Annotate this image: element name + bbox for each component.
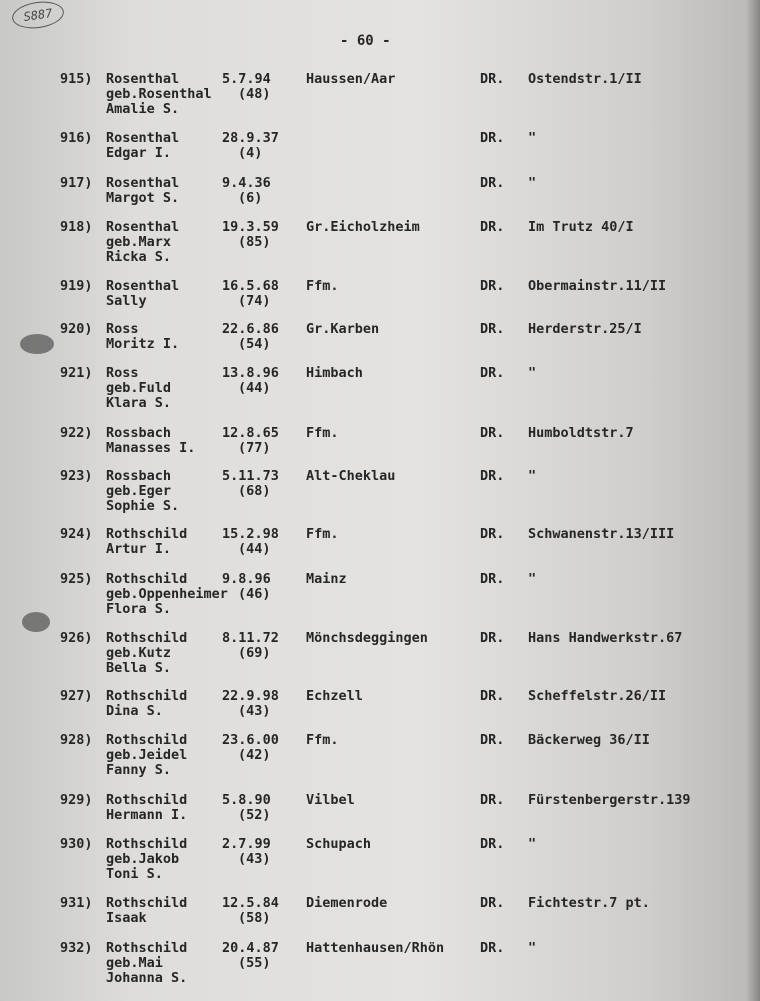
- entry-number: 931): [60, 895, 93, 911]
- birthplace: Himbach: [306, 365, 363, 381]
- birth-date: 5.8.90: [222, 792, 271, 808]
- birth-date: 22.6.86: [222, 321, 279, 337]
- age: (77): [238, 440, 271, 456]
- person-name-line: Rothschild: [106, 792, 188, 808]
- address: Im Trutz 40/I: [528, 219, 634, 235]
- dr-marker: DR.: [480, 365, 505, 381]
- entry-row: [0, 837, 760, 887]
- birthplace: Gr.Karben: [306, 321, 380, 337]
- person-name-line: Sophie S.: [106, 498, 180, 514]
- address: Ostendstr.1/II: [528, 71, 642, 87]
- entry-number: 917): [60, 175, 93, 191]
- person-name-line: Rosenthal: [106, 219, 180, 235]
- birth-date: 15.2.98: [222, 526, 279, 542]
- entry-number: 925): [60, 571, 93, 587]
- entry-number: 918): [60, 219, 93, 235]
- age: (52): [238, 807, 271, 823]
- birth-date: 13.8.96: [222, 365, 279, 381]
- entry-number: 916): [60, 130, 93, 146]
- address: Humboldtstr.7: [528, 425, 634, 441]
- age: (74): [238, 293, 271, 309]
- person-name-line: Dina S.: [106, 703, 163, 719]
- person-name-line: Rothschild: [106, 895, 188, 911]
- address: Fichtestr.7 pt.: [528, 895, 650, 911]
- person-name-line: Rothschild: [106, 836, 188, 852]
- entry-number: 919): [60, 278, 93, 294]
- address: ": [528, 365, 537, 381]
- address: ": [528, 940, 537, 956]
- birthplace: Gr.Eicholzheim: [306, 219, 420, 235]
- entry-row: [0, 220, 760, 270]
- person-name-line: Ross: [106, 365, 139, 381]
- entry-row: [0, 366, 760, 416]
- dr-marker: DR.: [480, 526, 505, 542]
- entry-row: [0, 527, 760, 577]
- entry-row: [0, 572, 760, 622]
- age: (43): [238, 851, 271, 867]
- age: (43): [238, 703, 271, 719]
- person-name-line: Rossbach: [106, 468, 172, 484]
- entry-row: [0, 941, 760, 991]
- person-name-line: geb.Kutz: [106, 645, 172, 661]
- entry-row: [0, 131, 760, 181]
- entry-number: 924): [60, 526, 93, 542]
- birth-date: 19.3.59: [222, 219, 279, 235]
- birthplace: Echzell: [306, 688, 363, 704]
- person-name-line: Edgar I.: [106, 145, 172, 161]
- person-name-line: Rothschild: [106, 571, 188, 587]
- address: Bäckerweg 36/II: [528, 732, 650, 748]
- birthplace: Mönchsdeggingen: [306, 630, 428, 646]
- person-name-line: Rosenthal: [106, 71, 180, 87]
- dr-marker: DR.: [480, 836, 505, 852]
- age: (6): [238, 190, 263, 206]
- dr-marker: DR.: [480, 571, 505, 587]
- address: ": [528, 175, 537, 191]
- dr-marker: DR.: [480, 130, 505, 146]
- address: ": [528, 836, 537, 852]
- archive-stamp: S887: [10, 0, 65, 31]
- age: (85): [238, 234, 271, 250]
- person-name-line: Fanny S.: [106, 762, 172, 778]
- person-name-line: Toni S.: [106, 866, 163, 882]
- birthplace: Ffm.: [306, 278, 339, 294]
- birth-date: 20.4.87: [222, 940, 279, 956]
- address: Scheffelstr.26/II: [528, 688, 667, 704]
- person-name-line: Moritz I.: [106, 336, 180, 352]
- person-name-line: geb.Eger: [106, 483, 172, 499]
- person-name-line: Isaak: [106, 910, 147, 926]
- person-name-line: Rosenthal: [106, 175, 180, 191]
- entry-number: 930): [60, 836, 93, 852]
- birth-date: 22.9.98: [222, 688, 279, 704]
- person-name-line: Manasses I.: [106, 440, 196, 456]
- person-name-line: Rothschild: [106, 526, 188, 542]
- birth-date: 12.5.84: [222, 895, 279, 911]
- birthplace: Schupach: [306, 836, 372, 852]
- entry-row: [0, 896, 760, 946]
- birth-date: 16.5.68: [222, 278, 279, 294]
- address: Hans Handwerkstr.67: [528, 630, 683, 646]
- entry-row: [0, 733, 760, 783]
- person-name-line: geb.Jeidel: [106, 747, 188, 763]
- address: ": [528, 571, 537, 587]
- dr-marker: DR.: [480, 468, 505, 484]
- age: (55): [238, 955, 271, 971]
- person-name-line: Klara S.: [106, 395, 172, 411]
- person-name-line: Flora S.: [106, 601, 172, 617]
- dr-marker: DR.: [480, 219, 505, 235]
- address: ": [528, 468, 537, 484]
- age: (46): [238, 586, 271, 602]
- age: (42): [238, 747, 271, 763]
- age: (58): [238, 910, 271, 926]
- age: (54): [238, 336, 271, 352]
- birthplace: Hattenhausen/Rhön: [306, 940, 445, 956]
- person-name-line: Artur I.: [106, 541, 172, 557]
- entry-number: 915): [60, 71, 93, 87]
- person-name-line: Bella S.: [106, 660, 172, 676]
- dr-marker: DR.: [480, 630, 505, 646]
- person-name-line: geb.Oppenheimer: [106, 586, 228, 602]
- birthplace: Ffm.: [306, 732, 339, 748]
- person-name-line: Rothschild: [106, 688, 188, 704]
- birthplace: Alt-Cheklau: [306, 468, 396, 484]
- age: (44): [238, 380, 271, 396]
- birthplace: Diemenrode: [306, 895, 388, 911]
- person-name-line: geb.Mai: [106, 955, 163, 971]
- dr-marker: DR.: [480, 895, 505, 911]
- dr-marker: DR.: [480, 71, 505, 87]
- entry-row: [0, 469, 760, 519]
- birth-date: 9.4.36: [222, 175, 271, 191]
- entry-number: 922): [60, 425, 93, 441]
- birth-date: 8.11.72: [222, 630, 279, 646]
- age: (48): [238, 86, 271, 102]
- entry-number: 923): [60, 468, 93, 484]
- person-name-line: Rosenthal: [106, 278, 180, 294]
- age: (44): [238, 541, 271, 557]
- person-name-line: Amalie S.: [106, 101, 180, 117]
- entry-row: [0, 72, 760, 122]
- entry-number: 927): [60, 688, 93, 704]
- person-name-line: geb.Rosenthal: [106, 86, 212, 102]
- dr-marker: DR.: [480, 425, 505, 441]
- age: (69): [238, 645, 271, 661]
- person-name-line: Johanna S.: [106, 970, 188, 986]
- dr-marker: DR.: [480, 278, 505, 294]
- person-name-line: Rothschild: [106, 732, 188, 748]
- person-name-line: Ricka S.: [106, 249, 172, 265]
- entry-number: 932): [60, 940, 93, 956]
- age: (4): [238, 145, 263, 161]
- dr-marker: DR.: [480, 321, 505, 337]
- person-name-line: geb.Fuld: [106, 380, 172, 396]
- dr-marker: DR.: [480, 688, 505, 704]
- entry-number: 928): [60, 732, 93, 748]
- birth-date: 5.11.73: [222, 468, 279, 484]
- birth-date: 5.7.94: [222, 71, 271, 87]
- address: Obermainstr.11/II: [528, 278, 667, 294]
- entry-number: 920): [60, 321, 93, 337]
- entry-number: 926): [60, 630, 93, 646]
- dr-marker: DR.: [480, 792, 505, 808]
- page-number: - 60 -: [340, 33, 391, 49]
- person-name-line: Hermann I.: [106, 807, 188, 823]
- entry-number: 929): [60, 792, 93, 808]
- person-name-line: geb.Marx: [106, 234, 172, 250]
- person-name-line: Sally: [106, 293, 147, 309]
- dr-marker: DR.: [480, 175, 505, 191]
- birthplace: Haussen/Aar: [306, 71, 396, 87]
- birthplace: Ffm.: [306, 425, 339, 441]
- person-name-line: Rosenthal: [106, 130, 180, 146]
- address: Herderstr.25/I: [528, 321, 642, 337]
- birthplace: Ffm.: [306, 526, 339, 542]
- birthplace: Mainz: [306, 571, 347, 587]
- person-name-line: Rossbach: [106, 425, 172, 441]
- age: (68): [238, 483, 271, 499]
- birth-date: 12.8.65: [222, 425, 279, 441]
- person-name-line: geb.Jakob: [106, 851, 180, 867]
- birth-date: 9.8.96: [222, 571, 271, 587]
- birth-date: 23.6.00: [222, 732, 279, 748]
- person-name-line: Ross: [106, 321, 139, 337]
- address: Schwanenstr.13/III: [528, 526, 675, 542]
- person-name-line: Margot S.: [106, 190, 180, 206]
- entry-row: [0, 631, 760, 681]
- dr-marker: DR.: [480, 940, 505, 956]
- birthplace: Vilbel: [306, 792, 355, 808]
- entry-number: 921): [60, 365, 93, 381]
- address: Fürstenbergerstr.139: [528, 792, 691, 808]
- address: ": [528, 130, 537, 146]
- birth-date: 28.9.37: [222, 130, 279, 146]
- dr-marker: DR.: [480, 732, 505, 748]
- person-name-line: Rothschild: [106, 940, 188, 956]
- person-name-line: Rothschild: [106, 630, 188, 646]
- birth-date: 2.7.99: [222, 836, 271, 852]
